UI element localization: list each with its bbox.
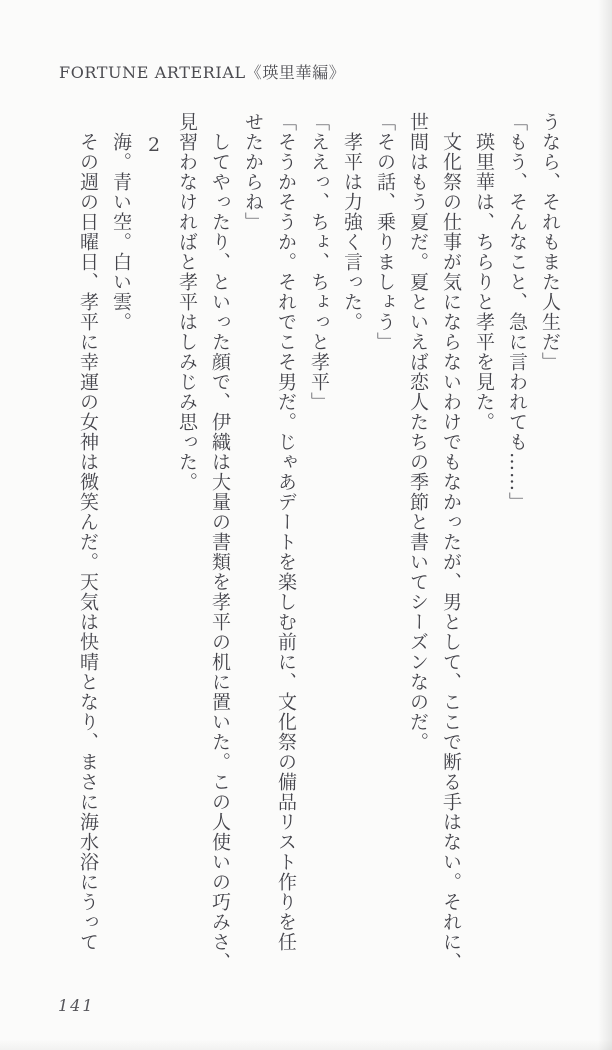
text-line: 孝平は力強く言った。 xyxy=(341,132,363,332)
text-line: 「もう、そんなこと、急に言われても……」 xyxy=(506,112,528,512)
text-line: せたからね」 xyxy=(242,112,264,232)
text-line: 文化祭の仕事が気にならないわけでもなかったが、男として、ここで断る手はない。それに、 xyxy=(440,132,462,972)
text-line: 「その話、乗りましょう」 xyxy=(374,112,396,352)
text-line: その週の日曜日、孝平に幸運の女神は微笑んだ。天気は快晴となり、まさに海水浴にうって xyxy=(77,132,99,952)
text-line: してやったり、といった顔で、伊織は大量の書類を孝平の机に置いた。この人使いの巧みさ、 xyxy=(209,132,231,972)
text-line: 「そうかそうか。それでこそ男だ。じゃあデートを楽しむ前に、文化祭の備品リスト作りを任 xyxy=(275,112,297,952)
text-line: 見習わなければと孝平はしみじみ思った。 xyxy=(176,112,198,492)
page-number: 141 xyxy=(58,996,95,1015)
text-line: うなら、それもまた人生だ」 xyxy=(539,112,561,372)
text-line: 世間はもう夏だ。夏といえば恋人たちの季節と書いてシーズンなのだ。 xyxy=(407,112,429,752)
body-text xyxy=(71,112,566,982)
page-edge-shadow-right xyxy=(598,0,612,1050)
text-line: 瑛里華は、ちらりと孝平を見た。 xyxy=(473,132,495,432)
running-header: FORTUNE ARTERIAL《瑛里華編》 xyxy=(59,63,346,82)
page-edge-shadow-bottom xyxy=(0,1040,612,1050)
text-line: 海。青い空。白い雲。 xyxy=(110,132,132,332)
section-number: 2 xyxy=(143,134,165,157)
text-line: 「ええっ、ちょ、ちょっと孝平」 xyxy=(308,112,330,412)
